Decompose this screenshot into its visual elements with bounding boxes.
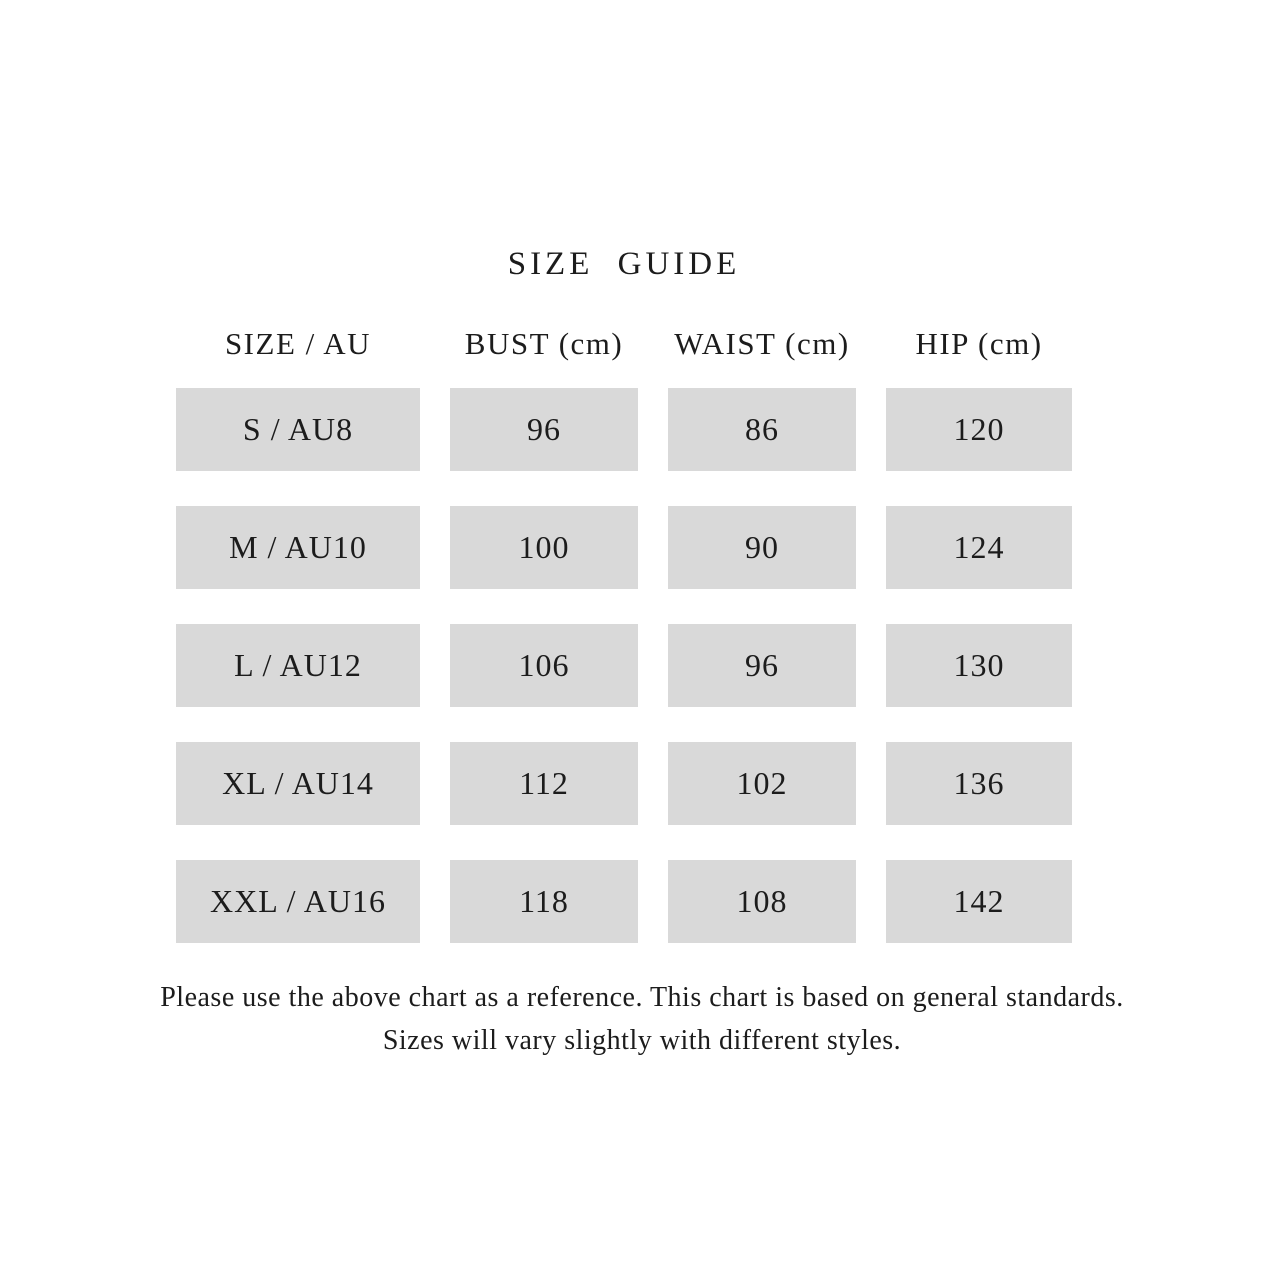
page-title: SIZE GUIDE [507,246,741,282]
table-cell-hip: 136 [886,742,1072,825]
reference-note [0,976,1284,1062]
reference-note-line1: Please use the above chart as a reference. This chart is based on general standards. [160,982,1124,1013]
table-cell-hip: 120 [886,388,1072,471]
size-table-body [176,388,1072,943]
table-cell-bust: 106 [450,624,638,707]
table-cell-size: S / AU8 [176,388,420,471]
column-header-size: SIZE / AU [224,326,372,361]
table-cell-bust: 100 [450,506,638,589]
table-cell-waist: 102 [668,742,856,825]
table-cell-size: L / AU12 [176,624,420,707]
table-cell-waist: 108 [668,860,856,943]
table-cell-hip: 130 [886,624,1072,707]
table-cell-waist: 90 [668,506,856,589]
table-cell-bust: 96 [450,388,638,471]
column-header-bust: BUST (cm) [464,326,624,361]
table-cell-size: XL / AU14 [176,742,420,825]
table-cell-waist: 86 [668,388,856,471]
table-cell-bust: 112 [450,742,638,825]
table-cell-waist: 96 [668,624,856,707]
reference-note-line2: Sizes will vary slightly with different styles. [382,1025,902,1056]
size-table-header [176,326,1072,362]
column-header-hip: HIP (cm) [915,326,1043,361]
column-header-waist: WAIST (cm) [674,326,850,361]
table-cell-size: M / AU10 [176,506,420,589]
table-cell-hip: 142 [886,860,1072,943]
table-cell-bust: 118 [450,860,638,943]
table-cell-size: XXL / AU16 [176,860,420,943]
table-cell-hip: 124 [886,506,1072,589]
